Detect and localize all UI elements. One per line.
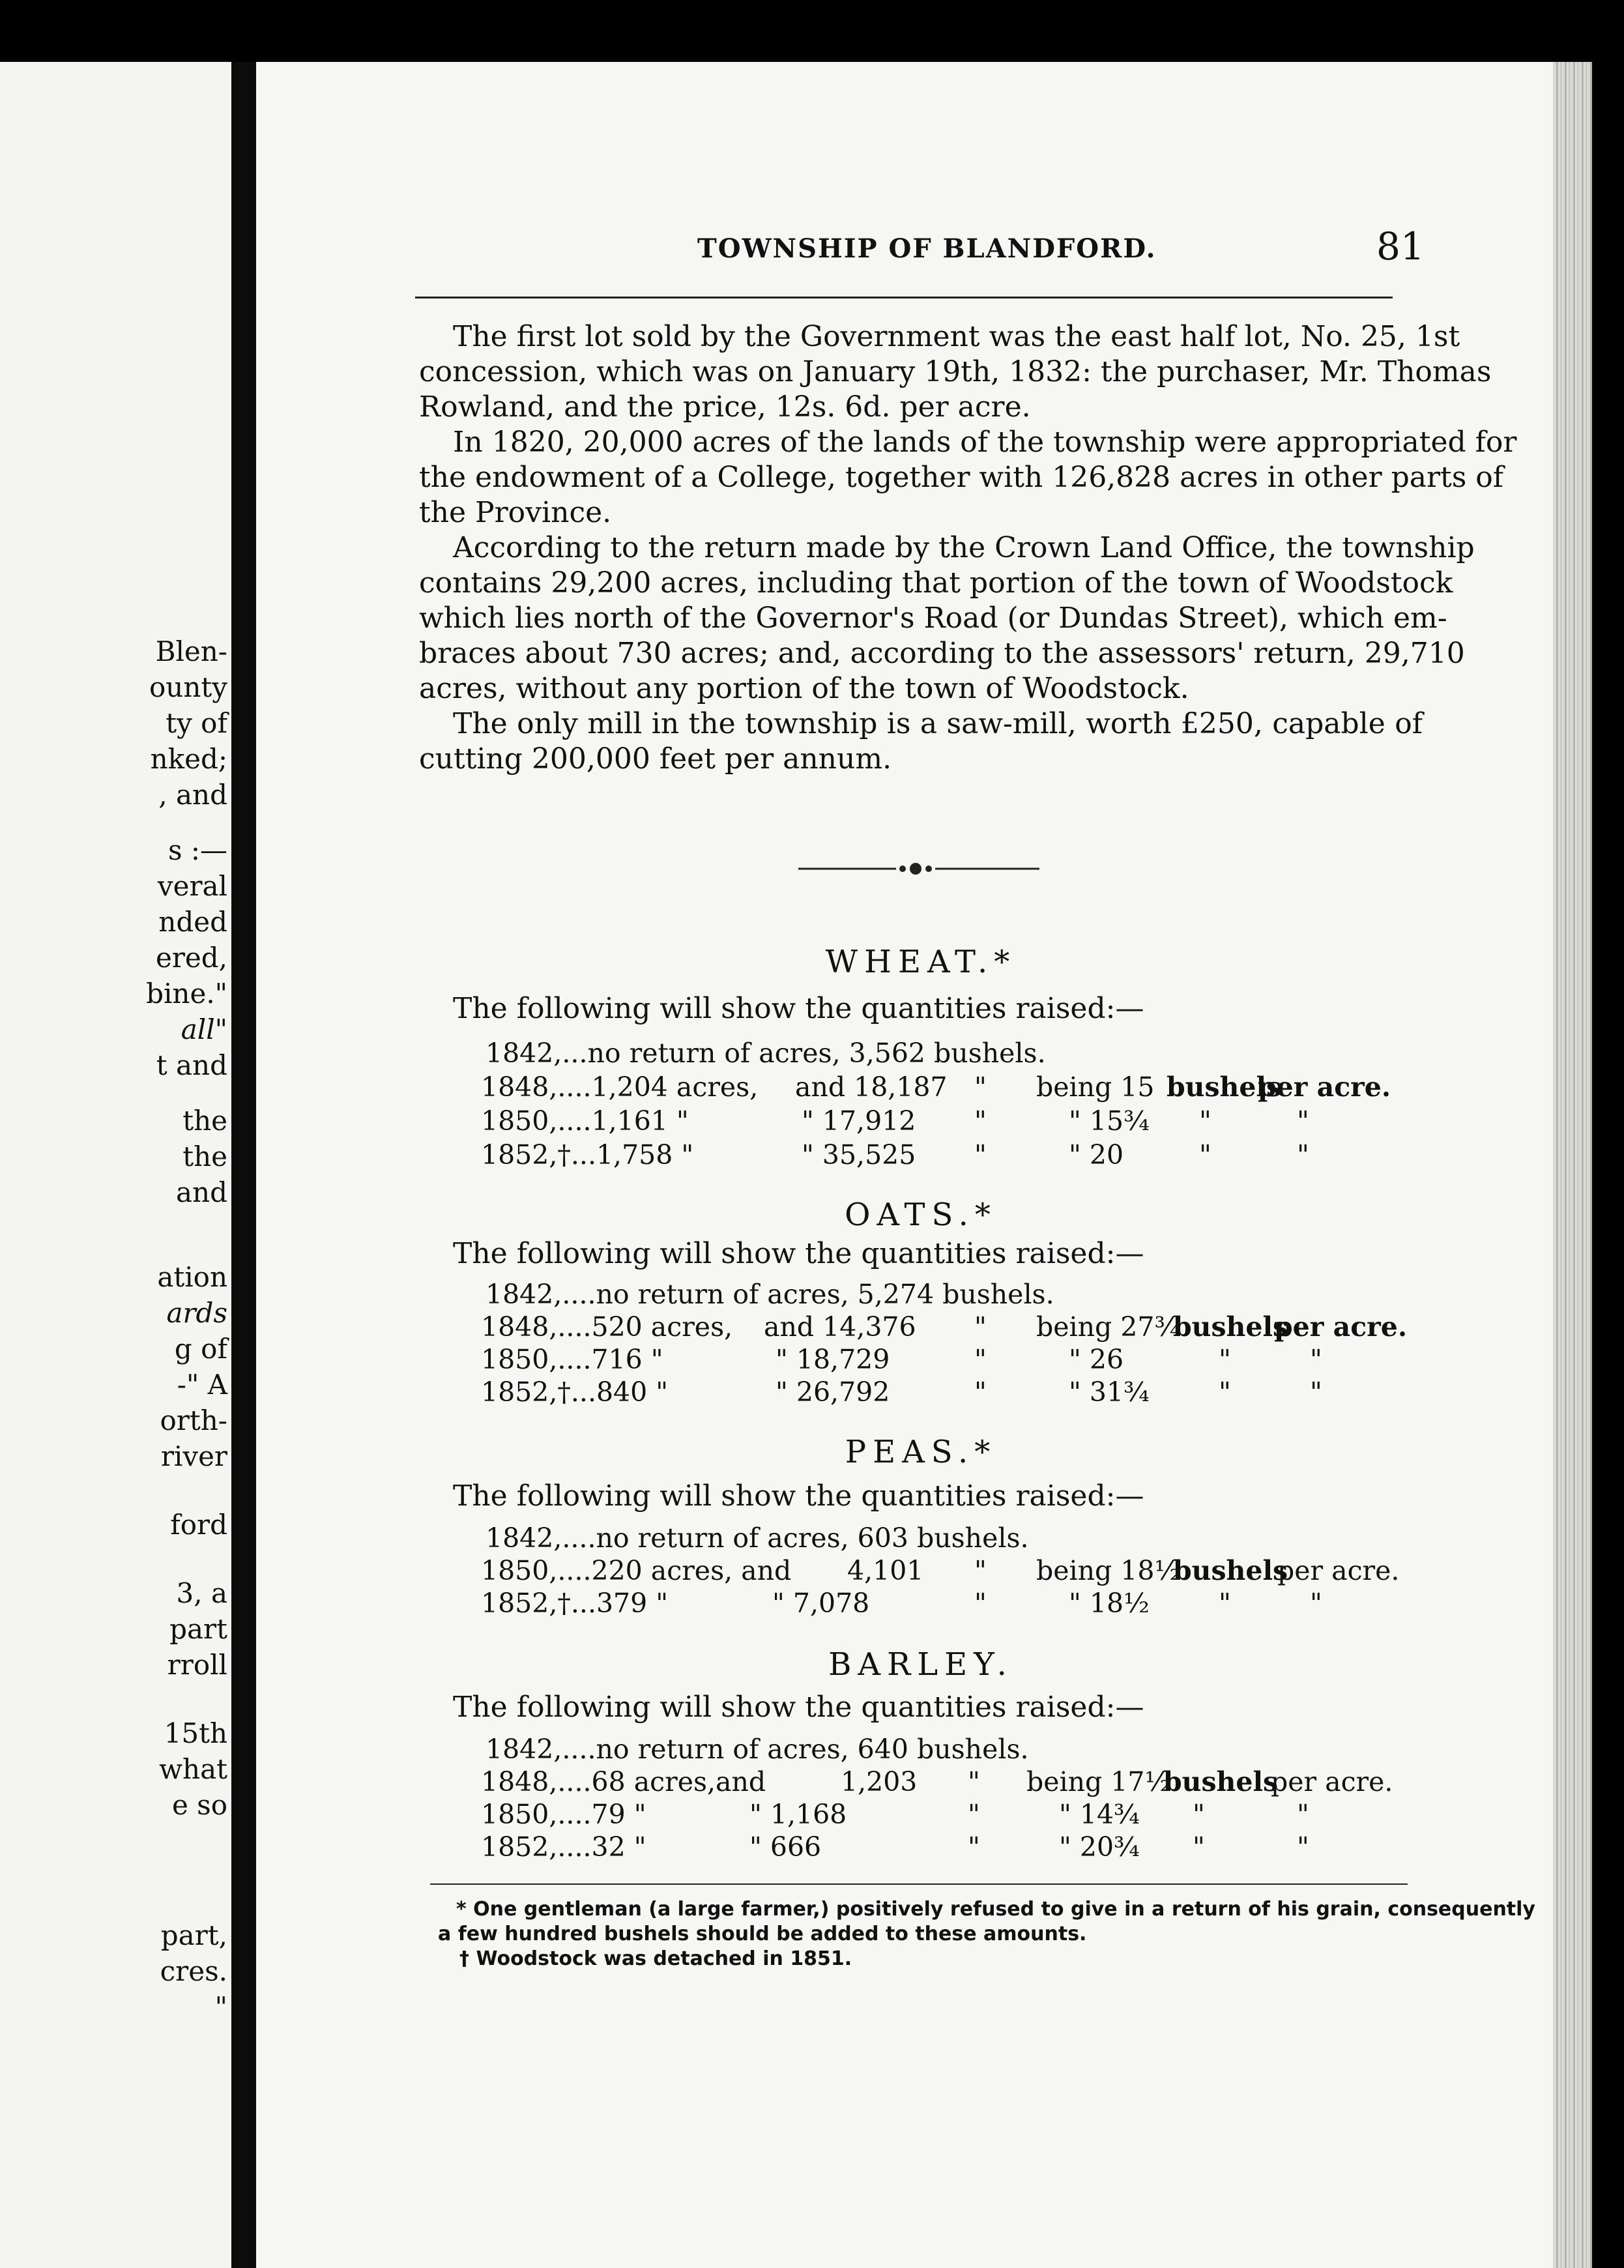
left-fragment: what: [159, 1753, 227, 1785]
left-fragment: nked;: [150, 743, 227, 775]
row-value: " 666: [749, 1831, 822, 1863]
text-line: acres, without any portion of the town of Woodstock.: [419, 672, 1189, 705]
footnote: * One gentleman (a large farmer,) positively refused to give in a return of his grain, consequently: [456, 1898, 1535, 1921]
row-ditto: ": [968, 1766, 980, 1797]
text-line: Rowland, and the price, 12s. 6d. per acre.: [419, 390, 1031, 424]
scan-top-border: [0, 0, 1624, 62]
text-line: braces about 730 acres; and, according to the assessors' return, 29,710: [419, 637, 1465, 670]
row-label: 1852,†...840 ": [481, 1376, 669, 1408]
text-line: The only mill in the township is a saw-mill, worth £250, capable of: [453, 707, 1423, 740]
row-ditto: ": [974, 1139, 987, 1170]
text-line: contains 29,200 acres, including that portion of the town of Woodstock: [419, 566, 1453, 600]
left-fragment: all": [181, 1013, 227, 1045]
row-unit: per acre.: [1277, 1555, 1400, 1586]
row-ditto: ": [974, 1588, 987, 1619]
row-unit: bushels: [1163, 1766, 1279, 1797]
text-line: According to the return made by the Crown Land Office, the township: [453, 531, 1475, 564]
left-fragment: nded: [158, 906, 227, 938]
left-fragment: ford: [170, 1509, 227, 1541]
section-intro: The following will show the quantities raised:—: [453, 1237, 1144, 1270]
row-ditto: ": [1297, 1139, 1309, 1170]
footnote: a few hundred bushels should be added to these amounts.: [438, 1923, 1087, 1945]
left-fragment: ounty: [149, 671, 227, 703]
row-rate: being 18½: [1036, 1555, 1181, 1586]
left-fragment: the: [182, 1141, 227, 1172]
left-fragment: bine.": [146, 978, 227, 1010]
row-rate: " 18½: [1069, 1588, 1150, 1619]
left-page-edge: [0, 62, 231, 2268]
left-fragment: ered,: [155, 942, 227, 974]
left-fragment: Blen-: [155, 635, 227, 667]
section-title-peas: PEAS.*: [845, 1434, 997, 1470]
row-value: " 26,792: [776, 1376, 890, 1408]
row-label: 1850,....79 ": [481, 1799, 646, 1830]
section-intro: The following will show the quantities raised:—: [453, 1691, 1144, 1724]
running-header: TOWNSHIP OF BLANDFORD.: [697, 233, 1157, 264]
row-value: 1,203: [841, 1766, 918, 1797]
scan-right-border: [1592, 0, 1624, 2268]
row-ditto: ": [1297, 1831, 1309, 1863]
row-label: 1850,....220 acres, and: [481, 1555, 792, 1586]
row-rate: being 17½: [1026, 1766, 1171, 1797]
left-fragment: veral: [157, 870, 227, 902]
left-fragment: ty of: [166, 707, 227, 739]
text-line: the endowment of a College, together with 126,828 acres in other parts of: [419, 461, 1504, 494]
row-ditto: ": [1193, 1799, 1205, 1830]
left-fragment: -" A: [177, 1369, 227, 1401]
row-ditto: ": [974, 1311, 987, 1343]
left-fragment: river: [160, 1440, 227, 1472]
row-value: 4,101: [847, 1555, 924, 1586]
section-title-oats: OATS.*: [845, 1197, 997, 1233]
left-fragment: t and: [156, 1049, 227, 1081]
text-line: concession, which was on January 19th, 1832: the purchaser, Mr. Thomas: [419, 355, 1492, 388]
row-ditto: ": [974, 1105, 987, 1137]
left-fragment: and: [176, 1176, 227, 1208]
row-ditto: ": [1219, 1344, 1231, 1375]
row-rate: " 14¾: [1059, 1799, 1140, 1830]
row-ditto: ": [1199, 1105, 1211, 1137]
row-value: and 18,187: [795, 1071, 948, 1103]
text-line: which lies north of the Governor's Road (or Dundas Street), which em-: [419, 602, 1447, 635]
row-rate: " 15¾: [1069, 1105, 1150, 1137]
footnote: † Woodstock was detached in 1851.: [459, 1947, 852, 1970]
paragraph-first-lot: [419, 319, 1492, 425]
row-ditto: ": [1219, 1376, 1231, 1408]
row-rate: being 27¾: [1036, 1311, 1181, 1343]
row-label: 1852,†...379 ": [481, 1588, 669, 1619]
left-fragment: part: [169, 1613, 227, 1645]
left-fragment: cres.: [160, 1955, 227, 1987]
left-fragment: e so: [171, 1789, 227, 1821]
row-rate: " 20¾: [1059, 1831, 1140, 1863]
row-unit: bushels: [1167, 1071, 1282, 1103]
left-fragment: ": [214, 1991, 227, 2023]
text-line: cutting 200,000 feet per annum.: [419, 742, 892, 776]
row-value: " 1,168: [749, 1799, 847, 1830]
row-ditto: ": [968, 1799, 980, 1830]
left-fragment: ards: [166, 1297, 227, 1329]
row-value: " 35,525: [802, 1139, 916, 1170]
row-label: 1852,....32 ": [481, 1831, 646, 1863]
section-title-barley: BARLEY.: [828, 1646, 1013, 1683]
row-ditto: ": [1297, 1105, 1309, 1137]
row-ditto: ": [968, 1831, 980, 1863]
row-unit: per acre.: [1258, 1071, 1391, 1103]
row-rate: " 31¾: [1069, 1376, 1150, 1408]
row-label: 1850,....1,161 ": [481, 1105, 689, 1137]
row-unit: bushels: [1173, 1311, 1288, 1343]
row-rate: " 20: [1069, 1139, 1124, 1170]
left-fragment: , and: [158, 779, 227, 811]
row-unit: per acre.: [1274, 1311, 1408, 1343]
row-value: " 7,078: [772, 1588, 870, 1619]
row-ditto: ": [974, 1344, 987, 1375]
text-line: the Province.: [419, 496, 612, 529]
row-ditto: ": [1219, 1588, 1231, 1619]
row-label: 1842,....no return of acres, 640 bushels.: [486, 1734, 1029, 1765]
footnote-rule: [430, 1883, 1408, 1885]
row-ditto: ": [1199, 1139, 1211, 1170]
row-ditto: ": [1310, 1344, 1322, 1375]
row-ditto: ": [1310, 1588, 1322, 1619]
left-fragment: g of: [174, 1333, 227, 1365]
section-title-wheat: WHEAT.*: [825, 944, 1017, 980]
row-value: and 14,376: [764, 1311, 916, 1343]
row-label: 1842,...no return of acres, 3,562 bushels.: [486, 1038, 1046, 1069]
left-fragment: 15th: [164, 1717, 227, 1749]
row-label: 1848,....68 acres,and: [481, 1766, 766, 1797]
header-rule: [415, 297, 1393, 298]
row-ditto: ": [974, 1071, 987, 1103]
row-label: 1852,†...1,758 ": [481, 1139, 694, 1170]
left-fragment: the: [182, 1105, 227, 1137]
paragraph-acreage: [419, 531, 1475, 706]
row-label: 1842,....no return of acres, 603 bushels.: [486, 1522, 1029, 1554]
row-ditto: ": [1297, 1799, 1309, 1830]
row-label: 1848,....1,204 acres,: [481, 1071, 759, 1103]
row-ditto: ": [974, 1376, 987, 1408]
paragraph-college: [419, 425, 1517, 531]
left-fragment: ation: [157, 1261, 227, 1293]
page-edge: [1553, 62, 1592, 2268]
row-rate: " 26: [1069, 1344, 1124, 1375]
book-gutter: [231, 62, 256, 2268]
left-fragment: s :—: [167, 834, 227, 866]
text-line: The first lot sold by the Government was the east half lot, No. 25, 1st: [453, 320, 1460, 353]
row-unit: per acre.: [1271, 1766, 1393, 1797]
row-value: " 17,912: [802, 1105, 916, 1137]
ornament-divider: [798, 859, 1039, 879]
left-fragment: rroll: [167, 1649, 227, 1681]
row-value: " 18,729: [776, 1344, 890, 1375]
row-ditto: ": [974, 1555, 987, 1586]
left-fragment: 3, a: [176, 1577, 227, 1609]
page-number: 81: [1376, 224, 1425, 269]
row-label: 1848,....520 acres,: [481, 1311, 733, 1343]
left-fragment: part,: [160, 1919, 227, 1951]
left-fragment: orth-: [160, 1404, 227, 1436]
row-ditto: ": [1310, 1376, 1322, 1408]
row-label: 1842,....no return of acres, 5,274 bushels.: [486, 1279, 1054, 1310]
section-intro: The following will show the quantities raised:—: [453, 1479, 1144, 1513]
row-rate: being 15: [1036, 1071, 1155, 1103]
row-unit: bushels: [1173, 1555, 1288, 1586]
paragraph-mill: [419, 706, 1423, 777]
section-intro: The following will show the quantities raised:—: [453, 992, 1144, 1025]
text-line: In 1820, 20,000 acres of the lands of the township were appropriated for: [453, 426, 1517, 459]
row-label: 1850,....716 ": [481, 1344, 663, 1375]
row-ditto: ": [1193, 1831, 1205, 1863]
